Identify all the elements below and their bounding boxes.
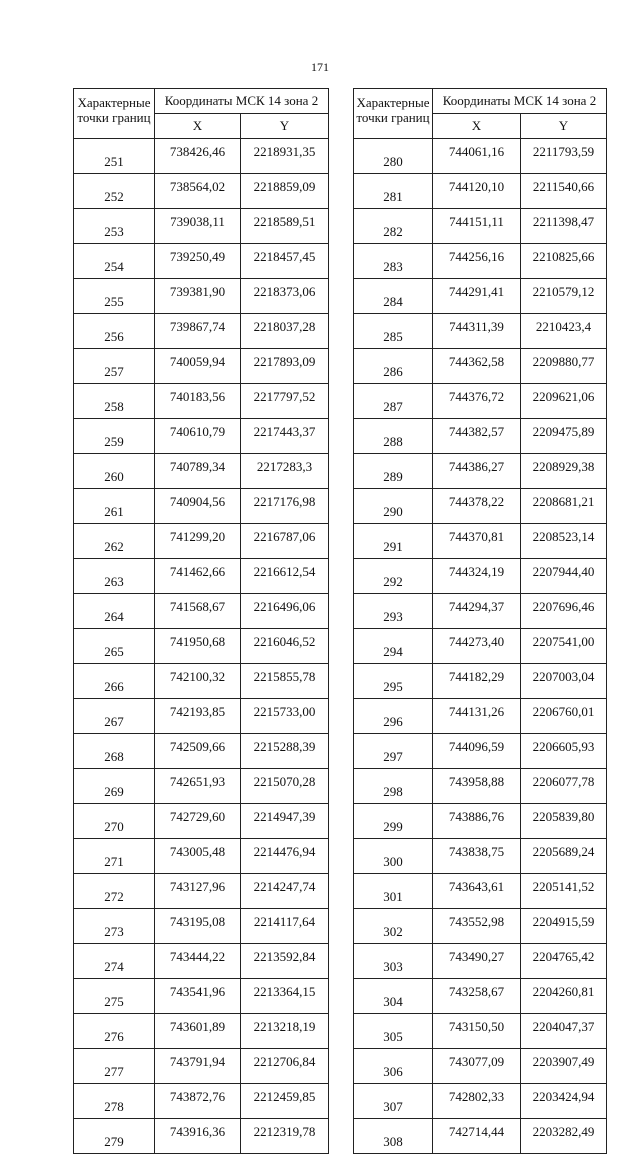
x-coordinate-cell: 743958,88: [433, 769, 521, 804]
x-coordinate-cell: 743552,98: [433, 909, 521, 944]
point-number-cell: 304: [354, 979, 433, 1014]
y-coordinate-cell: 2214117,64: [241, 909, 329, 944]
y-coordinate-cell: 2213218,19: [241, 1014, 329, 1049]
y-coordinate-cell: 2218931,35: [241, 139, 329, 174]
y-coordinate-cell: 2214476,94: [241, 839, 329, 874]
point-number-cell: 264: [74, 594, 155, 629]
table-body-right: [354, 139, 607, 1154]
point-number-cell: 284: [354, 279, 433, 314]
point-number-cell: 302: [354, 909, 433, 944]
point-number-cell: 255: [74, 279, 155, 314]
x-coordinate-cell: 742802,33: [433, 1084, 521, 1119]
y-coordinate-cell: 2215733,00: [241, 699, 329, 734]
point-number-cell: 300: [354, 839, 433, 874]
point-number-cell: 256: [74, 314, 155, 349]
x-coordinate-cell: 744324,19: [433, 559, 521, 594]
table-row: [74, 1049, 329, 1084]
x-coordinate-cell: 744256,16: [433, 244, 521, 279]
x-coordinate-cell: 743444,22: [155, 944, 241, 979]
y-coordinate-cell: 2218589,51: [241, 209, 329, 244]
point-number-cell: 290: [354, 489, 433, 524]
x-coordinate-cell: 744294,37: [433, 594, 521, 629]
x-coordinate-cell: 739867,74: [155, 314, 241, 349]
y-coordinate-cell: 2215070,28: [241, 769, 329, 804]
y-coordinate-cell: 2210579,12: [521, 279, 607, 314]
x-coordinate-cell: 744378,22: [433, 489, 521, 524]
x-coordinate-cell: 742651,93: [155, 769, 241, 804]
y-coordinate-cell: 2211793,59: [521, 139, 607, 174]
x-coordinate-cell: 741299,20: [155, 524, 241, 559]
table-row: [354, 1014, 607, 1049]
x-coordinate-cell: 740059,94: [155, 349, 241, 384]
y-column-header: Y: [241, 114, 329, 139]
point-number-cell: 303: [354, 944, 433, 979]
x-coordinate-cell: 743791,94: [155, 1049, 241, 1084]
y-coordinate-cell: 2217176,98: [241, 489, 329, 524]
table-row: [74, 349, 329, 384]
point-number-cell: 291: [354, 524, 433, 559]
point-number-cell: 274: [74, 944, 155, 979]
y-coordinate-cell: 2204915,59: [521, 909, 607, 944]
point-number-cell: 268: [74, 734, 155, 769]
table-row: [74, 559, 329, 594]
y-coordinate-cell: 2204047,37: [521, 1014, 607, 1049]
table-row: [354, 559, 607, 594]
point-number-cell: 306: [354, 1049, 433, 1084]
point-number-cell: 265: [74, 629, 155, 664]
table-row: [354, 979, 607, 1014]
y-coordinate-cell: 2217443,37: [241, 419, 329, 454]
y-coordinate-cell: 2212459,85: [241, 1084, 329, 1119]
point-number-cell: 261: [74, 489, 155, 524]
point-number-cell: 283: [354, 244, 433, 279]
point-number-cell: 296: [354, 699, 433, 734]
points-column-header: Характерные точки границ: [74, 89, 155, 139]
x-coordinate-cell: 743643,61: [433, 874, 521, 909]
point-number-cell: 278: [74, 1084, 155, 1119]
x-coordinate-cell: 744151,11: [433, 209, 521, 244]
point-number-cell: 298: [354, 769, 433, 804]
y-coordinate-cell: 2205839,80: [521, 804, 607, 839]
coordinates-group-header: Координаты МСК 14 зона 2: [155, 89, 329, 114]
x-coordinate-cell: 741568,67: [155, 594, 241, 629]
point-number-cell: 277: [74, 1049, 155, 1084]
y-coordinate-cell: 2217893,09: [241, 349, 329, 384]
point-number-cell: 308: [354, 1119, 433, 1154]
table-row: [74, 699, 329, 734]
table-row: [354, 734, 607, 769]
point-number-cell: 257: [74, 349, 155, 384]
x-coordinate-cell: 740789,34: [155, 454, 241, 489]
x-coordinate-cell: 743258,67: [433, 979, 521, 1014]
y-coordinate-cell: 2215288,39: [241, 734, 329, 769]
x-coordinate-cell: 744061,16: [433, 139, 521, 174]
table-row: [74, 874, 329, 909]
table-row: [74, 139, 329, 174]
table-row: [74, 489, 329, 524]
y-column-header: Y: [521, 114, 607, 139]
x-coordinate-cell: 739038,11: [155, 209, 241, 244]
table-row: [74, 279, 329, 314]
table-body-left: [74, 139, 329, 1154]
table-row: [74, 384, 329, 419]
table-row: [354, 594, 607, 629]
x-coordinate-cell: 742729,60: [155, 804, 241, 839]
point-number-cell: 279: [74, 1119, 155, 1154]
point-number-cell: 299: [354, 804, 433, 839]
point-number-cell: 280: [354, 139, 433, 174]
table-row: [74, 209, 329, 244]
y-coordinate-cell: 2210825,66: [521, 244, 607, 279]
table-row: [74, 419, 329, 454]
y-coordinate-cell: 2205141,52: [521, 874, 607, 909]
x-coordinate-cell: 744311,39: [433, 314, 521, 349]
table-row: [74, 979, 329, 1014]
y-coordinate-cell: 2214247,74: [241, 874, 329, 909]
y-coordinate-cell: 2207944,40: [521, 559, 607, 594]
y-coordinate-cell: 2204765,42: [521, 944, 607, 979]
point-number-cell: 273: [74, 909, 155, 944]
y-coordinate-cell: 2208929,38: [521, 454, 607, 489]
table-row: [74, 314, 329, 349]
point-number-cell: 251: [74, 139, 155, 174]
table-row: [354, 1049, 607, 1084]
x-coordinate-cell: 741950,68: [155, 629, 241, 664]
x-coordinate-cell: 743886,76: [433, 804, 521, 839]
table-row: [74, 769, 329, 804]
table-row: [74, 804, 329, 839]
table-row: [74, 909, 329, 944]
x-coordinate-cell: 740183,56: [155, 384, 241, 419]
y-coordinate-cell: 2203282,49: [521, 1119, 607, 1154]
table-row: [74, 734, 329, 769]
y-coordinate-cell: 2216787,06: [241, 524, 329, 559]
x-coordinate-cell: 738426,46: [155, 139, 241, 174]
x-column-header: X: [433, 114, 521, 139]
table-row: [354, 489, 607, 524]
table-row: [354, 419, 607, 454]
table-row: [354, 384, 607, 419]
y-coordinate-cell: 2205689,24: [521, 839, 607, 874]
point-number-cell: 285: [354, 314, 433, 349]
coordinates-group-header: Координаты МСК 14 зона 2: [433, 89, 607, 114]
table-row: [74, 244, 329, 279]
y-coordinate-cell: 2218457,45: [241, 244, 329, 279]
table-row: [74, 1014, 329, 1049]
point-number-cell: 282: [354, 209, 433, 244]
y-coordinate-cell: 2211398,47: [521, 209, 607, 244]
y-coordinate-cell: 2203907,49: [521, 1049, 607, 1084]
point-number-cell: 295: [354, 664, 433, 699]
x-coordinate-cell: 739381,90: [155, 279, 241, 314]
y-coordinate-cell: 2218859,09: [241, 174, 329, 209]
y-coordinate-cell: 2214947,39: [241, 804, 329, 839]
coordinates-table-right: [353, 88, 607, 1154]
point-number-cell: 292: [354, 559, 433, 594]
x-coordinate-cell: 740904,56: [155, 489, 241, 524]
y-coordinate-cell: 2210423,4: [521, 314, 607, 349]
x-coordinate-cell: 743541,96: [155, 979, 241, 1014]
x-coordinate-cell: 743601,89: [155, 1014, 241, 1049]
y-coordinate-cell: 2216046,52: [241, 629, 329, 664]
x-coordinate-cell: 743872,76: [155, 1084, 241, 1119]
point-number-cell: 293: [354, 594, 433, 629]
y-coordinate-cell: 2216612,54: [241, 559, 329, 594]
table-row: [74, 1119, 329, 1154]
point-number-cell: 297: [354, 734, 433, 769]
y-coordinate-cell: 2212706,84: [241, 1049, 329, 1084]
table-row: [354, 174, 607, 209]
point-number-cell: 266: [74, 664, 155, 699]
x-column-header: X: [155, 114, 241, 139]
x-coordinate-cell: 742509,66: [155, 734, 241, 769]
point-number-cell: 301: [354, 874, 433, 909]
x-coordinate-cell: 739250,49: [155, 244, 241, 279]
y-coordinate-cell: 2203424,94: [521, 1084, 607, 1119]
x-coordinate-cell: 744386,27: [433, 454, 521, 489]
x-coordinate-cell: 743838,75: [433, 839, 521, 874]
point-number-cell: 258: [74, 384, 155, 419]
table-row: [354, 944, 607, 979]
y-coordinate-cell: 2209880,77: [521, 349, 607, 384]
y-coordinate-cell: 2217283,3: [241, 454, 329, 489]
point-number-cell: 271: [74, 839, 155, 874]
table-row: [354, 454, 607, 489]
x-coordinate-cell: 743195,08: [155, 909, 241, 944]
x-coordinate-cell: 744370,81: [433, 524, 521, 559]
table-row: [354, 629, 607, 664]
x-coordinate-cell: 742193,85: [155, 699, 241, 734]
x-coordinate-cell: 743005,48: [155, 839, 241, 874]
point-number-cell: 288: [354, 419, 433, 454]
y-coordinate-cell: 2204260,81: [521, 979, 607, 1014]
table-row: [74, 664, 329, 699]
x-coordinate-cell: 744362,58: [433, 349, 521, 384]
x-coordinate-cell: 743127,96: [155, 874, 241, 909]
point-number-cell: 305: [354, 1014, 433, 1049]
table-row: [354, 699, 607, 734]
point-number-cell: 259: [74, 419, 155, 454]
x-coordinate-cell: 743490,27: [433, 944, 521, 979]
point-number-cell: 260: [74, 454, 155, 489]
x-coordinate-cell: 740610,79: [155, 419, 241, 454]
table-row: [74, 629, 329, 664]
table-row: [354, 839, 607, 874]
y-coordinate-cell: 2213592,84: [241, 944, 329, 979]
point-number-cell: 286: [354, 349, 433, 384]
x-coordinate-cell: 744291,41: [433, 279, 521, 314]
point-number-cell: 294: [354, 629, 433, 664]
x-coordinate-cell: 744376,72: [433, 384, 521, 419]
y-coordinate-cell: 2211540,66: [521, 174, 607, 209]
y-coordinate-cell: 2213364,15: [241, 979, 329, 1014]
x-coordinate-cell: 742714,44: [433, 1119, 521, 1154]
table-row: [354, 209, 607, 244]
table-row: [74, 944, 329, 979]
point-number-cell: 269: [74, 769, 155, 804]
x-coordinate-cell: 744382,57: [433, 419, 521, 454]
table-row: [354, 769, 607, 804]
y-coordinate-cell: 2206077,78: [521, 769, 607, 804]
x-coordinate-cell: 744120,10: [433, 174, 521, 209]
x-coordinate-cell: 744273,40: [433, 629, 521, 664]
table-row: [354, 664, 607, 699]
y-coordinate-cell: 2209475,89: [521, 419, 607, 454]
y-coordinate-cell: 2212319,78: [241, 1119, 329, 1154]
table-row: [354, 1084, 607, 1119]
point-number-cell: 289: [354, 454, 433, 489]
point-number-cell: 262: [74, 524, 155, 559]
table-row: [354, 874, 607, 909]
table-row: [354, 524, 607, 559]
y-coordinate-cell: 2207541,00: [521, 629, 607, 664]
point-number-cell: 275: [74, 979, 155, 1014]
table-row: [354, 909, 607, 944]
x-coordinate-cell: 742100,32: [155, 664, 241, 699]
table-row: [74, 839, 329, 874]
point-number-cell: 253: [74, 209, 155, 244]
y-coordinate-cell: 2217797,52: [241, 384, 329, 419]
y-coordinate-cell: 2208523,14: [521, 524, 607, 559]
table-row: [354, 139, 607, 174]
point-number-cell: 252: [74, 174, 155, 209]
point-number-cell: 276: [74, 1014, 155, 1049]
coordinates-table-left: [73, 88, 329, 1154]
x-coordinate-cell: 744096,59: [433, 734, 521, 769]
table-row: [74, 1084, 329, 1119]
table-row: [354, 804, 607, 839]
x-coordinate-cell: 743150,50: [433, 1014, 521, 1049]
table-row: [74, 454, 329, 489]
point-number-cell: 272: [74, 874, 155, 909]
table-row: [74, 524, 329, 559]
y-coordinate-cell: 2207003,04: [521, 664, 607, 699]
y-coordinate-cell: 2216496,06: [241, 594, 329, 629]
table-row: [354, 244, 607, 279]
y-coordinate-cell: 2209621,06: [521, 384, 607, 419]
point-number-cell: 307: [354, 1084, 433, 1119]
table-row: [354, 1119, 607, 1154]
x-coordinate-cell: 738564,02: [155, 174, 241, 209]
y-coordinate-cell: 2208681,21: [521, 489, 607, 524]
y-coordinate-cell: 2218373,06: [241, 279, 329, 314]
y-coordinate-cell: 2206605,93: [521, 734, 607, 769]
point-number-cell: 281: [354, 174, 433, 209]
y-coordinate-cell: 2207696,46: [521, 594, 607, 629]
table-row: [354, 279, 607, 314]
point-number-cell: 267: [74, 699, 155, 734]
table-row: [74, 174, 329, 209]
x-coordinate-cell: 744131,26: [433, 699, 521, 734]
table-row: [74, 594, 329, 629]
table-row: [354, 314, 607, 349]
y-coordinate-cell: 2215855,78: [241, 664, 329, 699]
x-coordinate-cell: 744182,29: [433, 664, 521, 699]
x-coordinate-cell: 743077,09: [433, 1049, 521, 1084]
point-number-cell: 263: [74, 559, 155, 594]
x-coordinate-cell: 741462,66: [155, 559, 241, 594]
page-number: 171: [311, 60, 329, 74]
points-column-header: Характерные точки границ: [354, 89, 433, 139]
point-number-cell: 287: [354, 384, 433, 419]
point-number-cell: 254: [74, 244, 155, 279]
x-coordinate-cell: 743916,36: [155, 1119, 241, 1154]
point-number-cell: 270: [74, 804, 155, 839]
table-row: [354, 349, 607, 384]
y-coordinate-cell: 2206760,01: [521, 699, 607, 734]
y-coordinate-cell: 2218037,28: [241, 314, 329, 349]
